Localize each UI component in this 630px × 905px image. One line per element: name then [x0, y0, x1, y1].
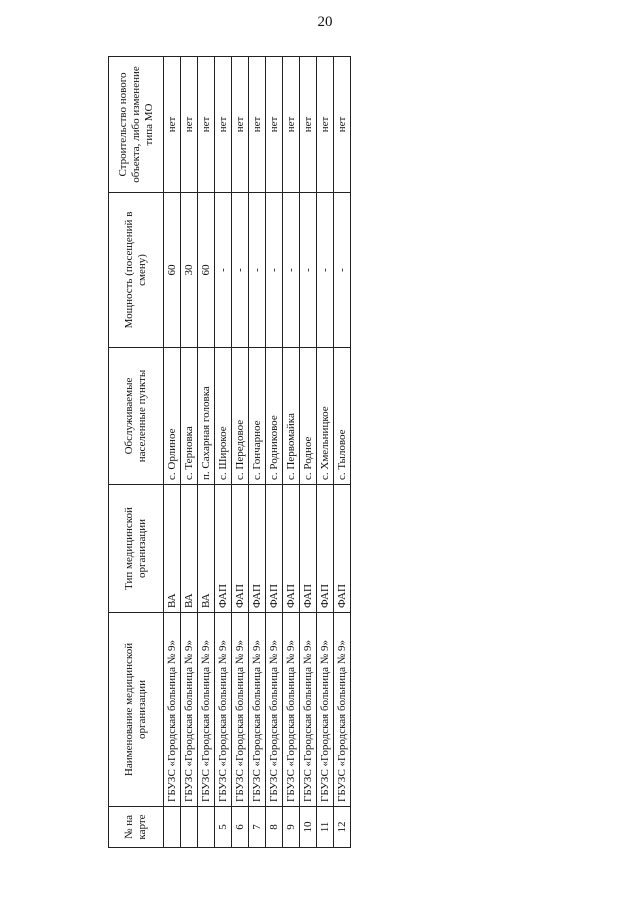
header-organization-name: Наименование медицинской организации	[109, 613, 164, 807]
cell-organization-name: ГБУЗС «Городская больница № 9»	[215, 613, 232, 807]
cell-settlement: с. Тыловое	[334, 348, 351, 485]
cell-organization-name: ГБУЗС «Городская больница № 9»	[198, 613, 215, 807]
cell-settlement: с. Широкое	[215, 348, 232, 485]
medical-organizations-table	[108, 56, 351, 848]
header-map-number: № на карте	[109, 807, 164, 848]
cell-organization-type: ФАП	[300, 485, 317, 613]
cell-settlement: с. Родниковое	[266, 348, 283, 485]
header-capacity: Мощность (посещений в смену)	[109, 193, 164, 348]
table-row	[232, 57, 249, 848]
cell-organization-type: ФАП	[317, 485, 334, 613]
cell-settlement: с. Передовое	[232, 348, 249, 485]
cell-map-number: 10	[300, 807, 317, 848]
cell-construction: нет	[198, 57, 215, 193]
cell-settlement: с. Гончарное	[249, 348, 266, 485]
table-row	[181, 57, 198, 848]
cell-construction: нет	[181, 57, 198, 193]
cell-settlement: с. Хмельницкое	[317, 348, 334, 485]
cell-construction: нет	[300, 57, 317, 193]
cell-capacity: -	[334, 193, 351, 348]
cell-organization-type: ВА	[198, 485, 215, 613]
cell-construction: нет	[164, 57, 181, 193]
cell-construction: нет	[215, 57, 232, 193]
table-row	[317, 57, 334, 848]
cell-organization-name: ГБУЗС «Городская больница № 9»	[283, 613, 300, 807]
cell-settlement: п. Сахарная головка	[198, 348, 215, 485]
table-row	[249, 57, 266, 848]
cell-capacity: -	[317, 193, 334, 348]
header-construction: Строительство нового объекта, либо изменение типа МО	[109, 57, 164, 193]
cell-organization-type: ФАП	[232, 485, 249, 613]
cell-settlement: с. Орлиное	[164, 348, 181, 485]
cell-capacity: -	[266, 193, 283, 348]
cell-map-number: 9	[283, 807, 300, 848]
table-row	[164, 57, 181, 848]
cell-settlement: с. Первомайка	[283, 348, 300, 485]
cell-construction: нет	[317, 57, 334, 193]
table-row	[266, 57, 283, 848]
cell-capacity: -	[283, 193, 300, 348]
cell-settlement: с. Терновка	[181, 348, 198, 485]
cell-capacity: -	[232, 193, 249, 348]
cell-capacity: 60	[198, 193, 215, 348]
cell-map-number: 8	[266, 807, 283, 848]
cell-map-number	[181, 807, 198, 848]
table-row	[283, 57, 300, 848]
cell-capacity: 30	[181, 193, 198, 348]
cell-capacity: -	[300, 193, 317, 348]
cell-map-number: 6	[232, 807, 249, 848]
cell-organization-name: ГБУЗС «Городская больница № 9»	[266, 613, 283, 807]
cell-organization-name: ГБУЗС «Городская больница № 9»	[181, 613, 198, 807]
cell-settlement: с. Родное	[300, 348, 317, 485]
table-header-row	[109, 57, 164, 848]
table-row	[334, 57, 351, 848]
cell-capacity: 60	[164, 193, 181, 348]
cell-construction: нет	[283, 57, 300, 193]
cell-organization-type: ФАП	[334, 485, 351, 613]
header-served-settlements: Обслуживаемые населенные пункты	[109, 348, 164, 485]
cell-organization-type: ФАП	[266, 485, 283, 613]
rotated-table-frame	[108, 57, 348, 848]
cell-organization-name: ГБУЗС «Городская больница № 9»	[249, 613, 266, 807]
cell-organization-type: ФАП	[215, 485, 232, 613]
table-row	[300, 57, 317, 848]
cell-map-number: 5	[215, 807, 232, 848]
cell-organization-type: ФАП	[249, 485, 266, 613]
cell-map-number	[198, 807, 215, 848]
cell-construction: нет	[266, 57, 283, 193]
cell-organization-name: ГБУЗС «Городская больница № 9»	[317, 613, 334, 807]
table-row	[215, 57, 232, 848]
cell-construction: нет	[334, 57, 351, 193]
cell-map-number: 7	[249, 807, 266, 848]
cell-organization-type: ВА	[181, 485, 198, 613]
cell-organization-type: ФАП	[283, 485, 300, 613]
cell-organization-name: ГБУЗС «Городская больница № 9»	[232, 613, 249, 807]
cell-construction: нет	[249, 57, 266, 193]
table-row	[198, 57, 215, 848]
cell-map-number	[164, 807, 181, 848]
cell-organization-name: ГБУЗС «Городская больница № 9»	[164, 613, 181, 807]
cell-construction: нет	[232, 57, 249, 193]
cell-organization-type: ВА	[164, 485, 181, 613]
cell-map-number: 11	[317, 807, 334, 848]
table-container	[108, 57, 348, 848]
cell-organization-name: ГБУЗС «Городская больница № 9»	[300, 613, 317, 807]
cell-organization-name: ГБУЗС «Городская больница № 9»	[334, 613, 351, 807]
cell-capacity: -	[249, 193, 266, 348]
cell-capacity: -	[215, 193, 232, 348]
page-number: 20	[317, 14, 333, 30]
cell-map-number: 12	[334, 807, 351, 848]
header-organization-type: Тип медицинской организации	[109, 485, 164, 613]
